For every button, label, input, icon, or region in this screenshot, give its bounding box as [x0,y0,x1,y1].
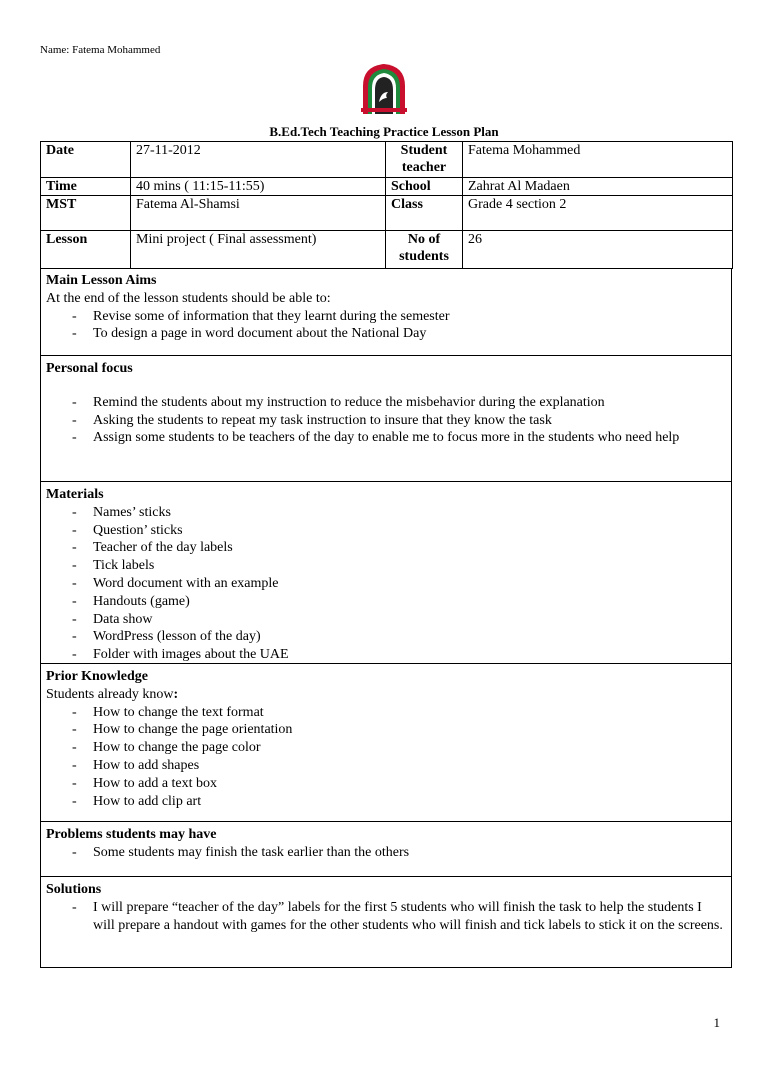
list-item: - I will prepare “teacher of the day” labels for the first 5 students who will finish the task to help the students I will prepare a handout with games for the other students who will finish and tick labels to stick it on the screens. [68,899,726,935]
date-value: 27-11-2012 [131,142,386,178]
student-teacher-label: Student teacher [386,142,463,178]
time-value: 40 mins ( 11:15-11:55) [131,178,386,196]
student-teacher-value: Fatema Mohammed [463,142,733,178]
date-label: Date [41,142,131,178]
prior-knowledge-section [40,664,732,822]
list-item: - Assign some students to be teachers of the day to enable me to focus more in the students who need help [68,429,726,447]
list-item: - How to change the text format [68,704,726,722]
section-heading: Main Lesson Aims [46,273,157,288]
section-heading: Solutions [46,882,102,897]
lesson-value: Mini project ( Final assessment) [131,231,386,269]
list-item: - Names’ sticks [68,504,726,522]
university-logo [357,62,411,116]
mst-label: MST [41,196,131,231]
solutions-section [40,877,732,968]
list-item: - How to add shapes [68,757,726,775]
section-heading: Problems students may have [46,827,217,842]
list-item: - How to change the page orientation [68,721,726,739]
no-of-students-label: No of students [386,231,463,269]
section-heading: Materials [46,487,104,502]
materials-section [40,482,732,664]
list-item: - Data show [68,611,726,629]
section-heading: Personal focus [46,361,133,376]
list-item: - Word document with an example [68,575,726,593]
list-item: - Some students may finish the task earlier than the others [68,844,726,862]
mst-value: Fatema Al-Shamsi [131,196,386,231]
list-item: - Folder with images about the UAE [68,646,726,664]
school-value: Zahrat Al Madaen [463,178,733,196]
list-item: - Teacher of the day labels [68,539,726,557]
main-lesson-aims-section [40,268,732,356]
personal-focus-section [40,356,732,482]
author-name-line: Name: Fatema Mohammed [40,44,161,56]
list-item: - Handouts (game) [68,593,726,611]
prior-knowledge-intro: Students already know: [46,686,179,702]
list-item: - Asking the students to repeat my task instruction to insure that they know the task [68,412,726,430]
page-number: 1 [713,1015,720,1030]
lesson-label: Lesson [41,231,131,269]
list-item: - Tick labels [68,557,726,575]
list-item: - WordPress (lesson of the day) [68,628,726,646]
list-item: - How to change the page color [68,739,726,757]
list-item: - Remind the students about my instruction to reduce the misbehavior during the explanation [68,394,726,412]
list-item: - How to add clip art [68,793,726,811]
problems-section [40,822,732,877]
class-label: Class [386,196,463,231]
no-of-students-value: 26 [463,231,733,269]
list-item: - To design a page in word document about the National Day [68,325,726,343]
list-item: - How to add a text box [68,775,726,793]
section-heading: Prior Knowledge [46,669,149,684]
class-value: Grade 4 section 2 [463,196,733,231]
document-title: B.Ed.Tech Teaching Practice Lesson Plan [269,124,499,139]
lesson-info-table [40,141,733,269]
school-label: School [386,178,463,196]
list-item: - Revise some of information that they learnt during the semester [68,308,726,326]
time-label: Time [41,178,131,196]
list-item: - Question’ sticks [68,522,726,540]
aims-intro: At the end of the lesson students should be able to: [46,290,331,306]
